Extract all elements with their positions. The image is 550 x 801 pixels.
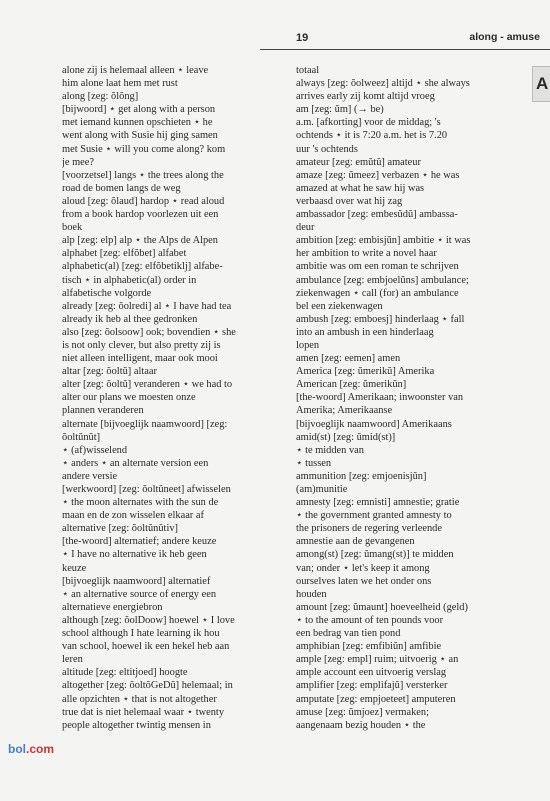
text-line: amaze [zeg: ŭmeez] verbazen ⋆ he was: [296, 169, 460, 181]
text-line: alternatieve energiebron: [62, 601, 163, 613]
text-line: ziekenwagen ⋆ call (for) an ambulance: [296, 287, 459, 299]
text-line: aangenaam bezig houden ⋆ the: [296, 719, 426, 731]
text-line: altitude [zeg: eltitjoed] hoogte: [62, 667, 188, 679]
text-line: ⋆ I have no alternative ik heb geen: [62, 549, 207, 561]
text-line: (am)munitie: [296, 484, 348, 495]
text-line: people altogether twintig mensen in: [62, 719, 211, 731]
text-line: amateur [zeg: emŭtŭ] amateur: [296, 156, 421, 168]
text-line: ammunition [zeg: emjoenisjŭn]: [296, 470, 427, 482]
text-line: him alone laat hem met rust: [62, 78, 178, 90]
text-line: alphabet [zeg: elfŏbet] alfabet: [62, 248, 187, 260]
text-line: although [zeg: ŏolDoow] hoewel ⋆ I love: [62, 614, 235, 626]
text-line: amnesty [zeg: emnisti] amnestie; gratie: [296, 497, 460, 509]
text-line: amount [zeg: ŭmaunt] hoeveelheid (geld): [296, 601, 468, 613]
text-line: a.m. [afkorting] voor de middag; 's: [296, 117, 441, 129]
text-line: alter our plans we moesten onze: [62, 392, 196, 404]
text-line: [werkwoord] [zeg: ŏoltŭneet] afwisselen: [62, 484, 231, 495]
text-line: deur: [296, 222, 315, 234]
text-line: amnestie aan de gevangenen: [296, 536, 415, 548]
text-line: keuze: [62, 562, 87, 574]
text-line: ŏoltŭnŭt]: [62, 431, 101, 443]
text-line: ⋆ tussen: [296, 457, 332, 469]
text-line: America [zeg: ŭmerikŭ] Amerika: [296, 366, 435, 378]
text-line: among(st) [zeg: ŭmang(st)] te midden: [296, 549, 454, 561]
text-line: bel een ziekenwagen: [296, 300, 383, 312]
text-line: amazed at what he saw hij was: [296, 182, 425, 194]
header-rule: [260, 49, 550, 50]
text-line: into an ambush in een hinderlaag: [296, 326, 434, 338]
text-line: ⋆ anders ⋆ an alternate version een: [62, 457, 209, 469]
text-line: altogether [zeg: ŏoltŏGeDŭ] helemaal; in: [62, 680, 233, 692]
text-line: met Susie ⋆ will you come along? kom: [62, 143, 226, 155]
text-line: ambassador [zeg: embesŭdŭ] ambassa-: [296, 209, 458, 221]
text-line: [bijvoeglijk naamwoord] Amerikaans: [296, 418, 452, 430]
text-line: [bijvoeglijk naamwoord] alternatief: [62, 575, 211, 587]
watermark-suffix: .com: [26, 742, 55, 756]
text-line: verbaasd over wat hij zag: [296, 195, 403, 207]
text-line: ⋆ an alternative source of energy een: [62, 588, 217, 600]
text-line: along [zeg: ŏlŏng]: [62, 91, 139, 103]
text-line: plannen veranderen: [62, 405, 144, 417]
text-line: the prisoners de regering verleende: [296, 523, 442, 535]
text-line: maan en de zon wisselen elkaar af: [62, 510, 204, 522]
text-line: [the-woord] alternatief; andere keuze: [62, 536, 217, 548]
text-line: from a book hardop voorlezen uit een: [62, 209, 219, 221]
text-line: je mee?: [62, 156, 95, 168]
text-line: amid(st) [zeg: ŭmid(st)]: [296, 431, 396, 443]
text-line: road de bomen langs de weg: [62, 182, 181, 194]
text-line: niet alleen intelligent, maar ook mooi: [62, 353, 218, 365]
text-line: een bedrag van tien pond: [296, 628, 401, 640]
page-number: 19: [296, 32, 309, 44]
text-line: [voorzetsel] langs ⋆ the trees along the: [62, 169, 224, 181]
text-line: [the-woord] Amerikaan; inwoonster van: [296, 392, 464, 404]
text-line: ambitie was om een roman te schrijven: [296, 261, 459, 273]
text-line: her ambition to write a novel haar: [296, 248, 437, 260]
text-line: ambulance [zeg: embjoelŭns] ambulance;: [296, 274, 469, 286]
text-line: ample account een uitvoerig verslag: [296, 667, 447, 679]
text-line: van school, hoewel ik een hekel heb aan: [62, 641, 230, 653]
right-column: [296, 64, 524, 732]
text-line: American [zeg: ŭmerikŭn]: [296, 379, 407, 391]
entry-range: along - amuse: [469, 31, 540, 43]
text-line: alle opzichten ⋆ that is not altogether: [62, 693, 217, 705]
text-line: alphabetic(al) [zeg: elfŏbetiklj] alfabe-: [62, 261, 223, 273]
text-line: also [zeg: ŏolsoow] ook; bovendien ⋆ she: [62, 326, 236, 338]
watermark-prefix: bol: [8, 742, 26, 756]
text-line: amphibian [zeg: emfibiŭn] amfibie: [296, 641, 442, 653]
text-line: alp [zeg: elp] alp ⋆ the Alps de Alpen: [62, 235, 218, 247]
text-line: ⋆ to the amount of ten pounds voor: [296, 614, 444, 626]
text-line: leren: [62, 654, 83, 666]
text-line: am [zeg: ŭm] (→ be): [296, 104, 384, 116]
text-line: true dat is niet helemaal waar ⋆ twenty: [62, 706, 225, 718]
text-line: ourselves laten we het onder ons: [296, 575, 432, 587]
text-line: amen [zeg: eemen] amen: [296, 353, 401, 365]
text-line: ⋆ the government granted amnesty to: [296, 510, 452, 522]
text-line: ambition [zeg: embisjŭn] ambitie ⋆ it was: [296, 235, 471, 247]
thumb-index-tab: A: [532, 66, 550, 102]
text-line: ochtends ⋆ it is 7:20 a.m. het is 7.20: [296, 130, 448, 142]
text-line: andere versie: [62, 470, 118, 482]
text-line: school although I hate learning ik hou: [62, 628, 220, 640]
text-line: amuse [zeg: ŭmjoez] vermaken;: [296, 706, 429, 718]
text-line: uur 's ochtends: [296, 143, 358, 155]
text-line: alternative [zeg: ŏoltŭnŭtiv]: [62, 523, 178, 535]
text-line: boek: [62, 222, 83, 234]
text-line: houden: [296, 588, 327, 600]
text-line: went along with Susie hij ging samen: [62, 130, 218, 142]
text-line: is not only clever, but also pretty zij is: [62, 339, 221, 351]
text-line: ⋆ te midden van: [296, 444, 364, 456]
text-line: alone zij is helemaal alleen ⋆ leave: [62, 65, 209, 76]
text-line: altar [zeg: ŏoltŭ] altaar: [62, 366, 157, 378]
page-header: [60, 30, 540, 50]
text-line: alternate [bijvoeglijk naamwoord] [zeg:: [62, 418, 228, 430]
text-line: totaal: [296, 65, 320, 76]
text-line: amplifier [zeg: emplifajŭ] versterker: [296, 680, 448, 692]
text-line: Amerika; Amerikaanse: [296, 405, 393, 417]
watermark: [8, 742, 54, 756]
text-line: alter [zeg: ŏoltŭ] veranderen ⋆ we had to: [62, 379, 233, 391]
text-line: tisch ⋆ in alphabetic(al) order in: [62, 274, 197, 286]
left-column: [62, 64, 290, 732]
text-line: ambush [zeg: emboesj] hinderlaag ⋆ fall: [296, 313, 465, 325]
text-line: lopen: [296, 339, 320, 351]
text-line: van; onder ⋆ let's keep it among: [296, 562, 430, 574]
text-line: always [zeg: ŏolweez] altijd ⋆ she always: [296, 78, 470, 90]
text-line: ample [zeg: empl] ruim; uitvoerig ⋆ an: [296, 654, 459, 666]
text-line: arrives early zij komt altijd vroeg: [296, 91, 435, 103]
text-line: [bijwoord] ⋆ get along with a person: [62, 104, 216, 116]
text-line: alfabetische volgorde: [62, 287, 152, 299]
text-line: aloud [zeg: ŏlaud] hardop ⋆ read aloud: [62, 195, 225, 207]
text-line: met iemand kunnen opschieten ⋆ he: [62, 117, 213, 129]
text-line: ⋆ the moon alternates with the sun de: [62, 497, 219, 509]
text-line: amputate [zeg: empjoeteet] amputeren: [296, 693, 456, 705]
text-line: ⋆ (af)wisselend: [62, 444, 128, 456]
text-line: already ik heb al thee gedronken: [62, 313, 198, 325]
text-line: already [zeg: ŏolredi] al ⋆ I have had tea: [62, 300, 232, 312]
